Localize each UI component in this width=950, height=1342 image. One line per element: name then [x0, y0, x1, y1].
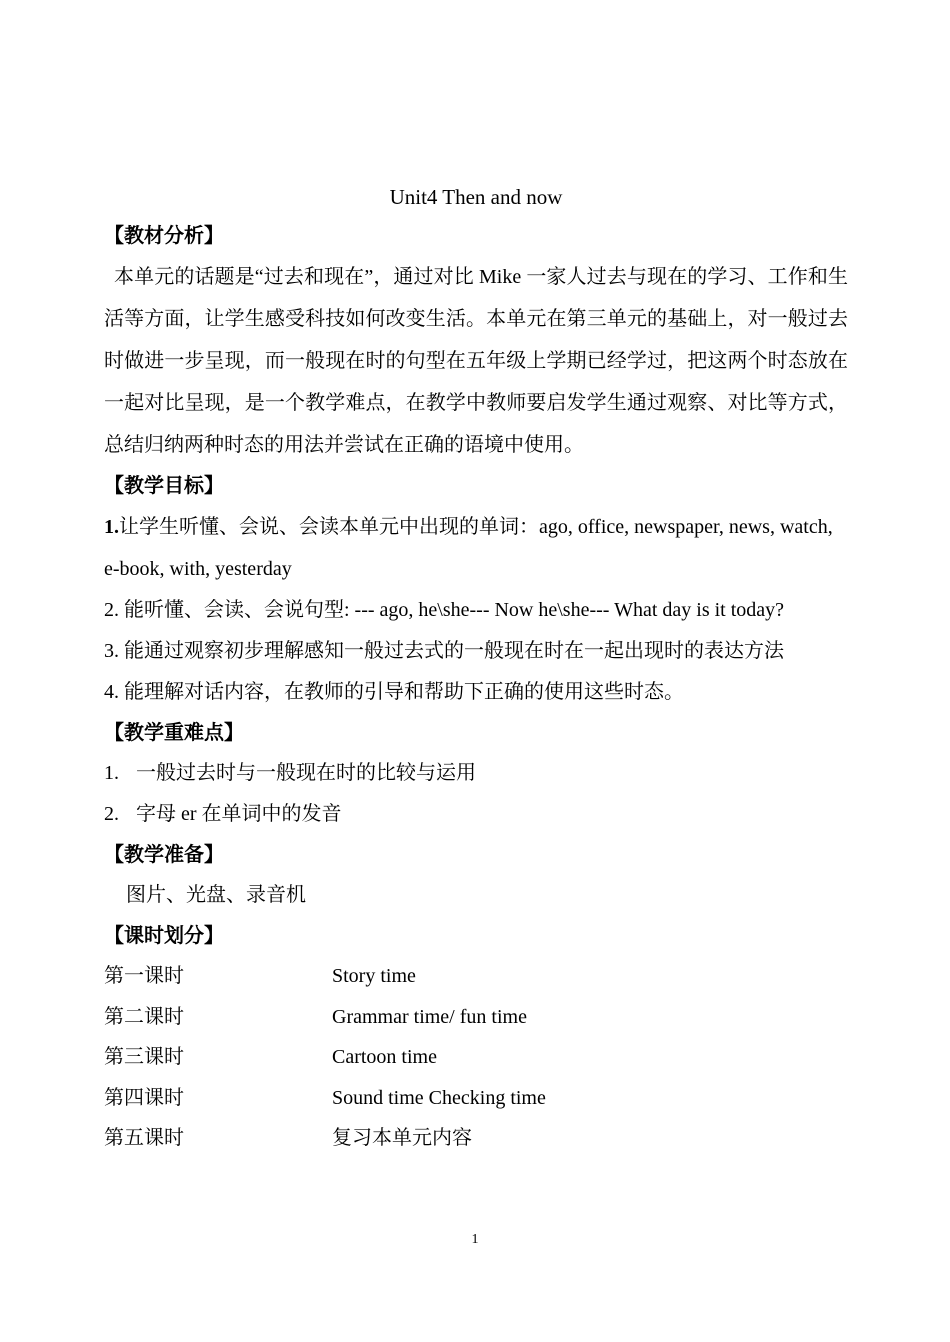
key-point-number: 1.	[104, 762, 119, 784]
objective-text: 能理解对话内容，在教师的引导和帮助下正确的使用这些时态。	[119, 681, 684, 703]
schedule-period: 第二课时	[104, 1005, 184, 1028]
analysis-paragraph: 本单元的话题是“过去和现在”，通过对比 Mike 一家人过去与现在的学习、工作和生活等方面，让学生感受科技如何改变生活。本单元在第三单元的基础上，对一般过去时做进一步呈现，而一般现在时的句型在五年级上学期已经学过，把这两个时态放在一起对比呈现，是一个教学难点，在教学中教师要启发学生通过观察、对比等方式，总结归纳两种时态的用法并尝试在正确的语境中使用。	[104, 266, 848, 456]
section-heading-objectives: 【教学目标】	[104, 475, 224, 497]
page-number: 1	[471, 1232, 479, 1247]
objective-text: 能通过观察初步理解感知一般过去式的一般现在时在一起出现时的表达方法	[119, 640, 784, 662]
document-page	[104, 178, 848, 1159]
key-point-text: 字母 er 在单词中的发音	[136, 803, 342, 825]
objective-item	[104, 631, 848, 672]
objective-number: 2.	[104, 599, 119, 621]
objective-number: 3.	[104, 640, 119, 662]
section-heading-schedule: 【课时划分】	[104, 925, 224, 947]
schedule-row	[104, 1037, 848, 1078]
schedule-row	[104, 956, 848, 997]
schedule-content: Story time	[332, 965, 416, 987]
schedule-row	[104, 1078, 848, 1119]
objective-item	[104, 672, 848, 713]
objective-text: 能听懂、会读、会说句型: --- ago, he\she--- Now he\she--- What day is it today?	[119, 599, 785, 621]
schedule-row	[104, 1118, 848, 1159]
schedule-period: 第一课时	[104, 965, 184, 987]
objective-text: 让学生听懂、会说、会读本单元中出现的单词：ago, office, newspaper, news, watch, e-book, with, yesterday	[104, 516, 833, 580]
preparation-text: 图片、光盘、录音机	[126, 884, 306, 906]
objective-number: 1.	[104, 516, 119, 538]
document-title: Unit4 Then and now	[389, 185, 563, 209]
key-point-text: 一般过去时与一般现在时的比较与运用	[136, 762, 476, 784]
section-heading-preparation: 【教学准备】	[104, 844, 224, 866]
objective-item	[104, 590, 848, 631]
schedule-period: 第三课时	[104, 1046, 184, 1068]
objective-number: 4.	[104, 681, 119, 703]
key-point-number: 2.	[104, 803, 119, 825]
section-heading-analysis: 【教材分析】	[104, 225, 224, 247]
schedule-period: 第五课时	[104, 1127, 184, 1149]
schedule-content: Grammar time/ fun time	[332, 1005, 527, 1028]
schedule-content: Cartoon time	[332, 1046, 437, 1068]
schedule-content: Sound time Checking time	[332, 1086, 546, 1109]
objective-item	[104, 506, 848, 590]
key-point-item	[104, 753, 848, 794]
key-point-item	[104, 794, 848, 835]
schedule-row	[104, 997, 848, 1038]
schedule-content: 复习本单元内容	[332, 1127, 472, 1149]
section-heading-key-points: 【教学重难点】	[104, 722, 244, 744]
schedule-period: 第四课时	[104, 1086, 184, 1109]
